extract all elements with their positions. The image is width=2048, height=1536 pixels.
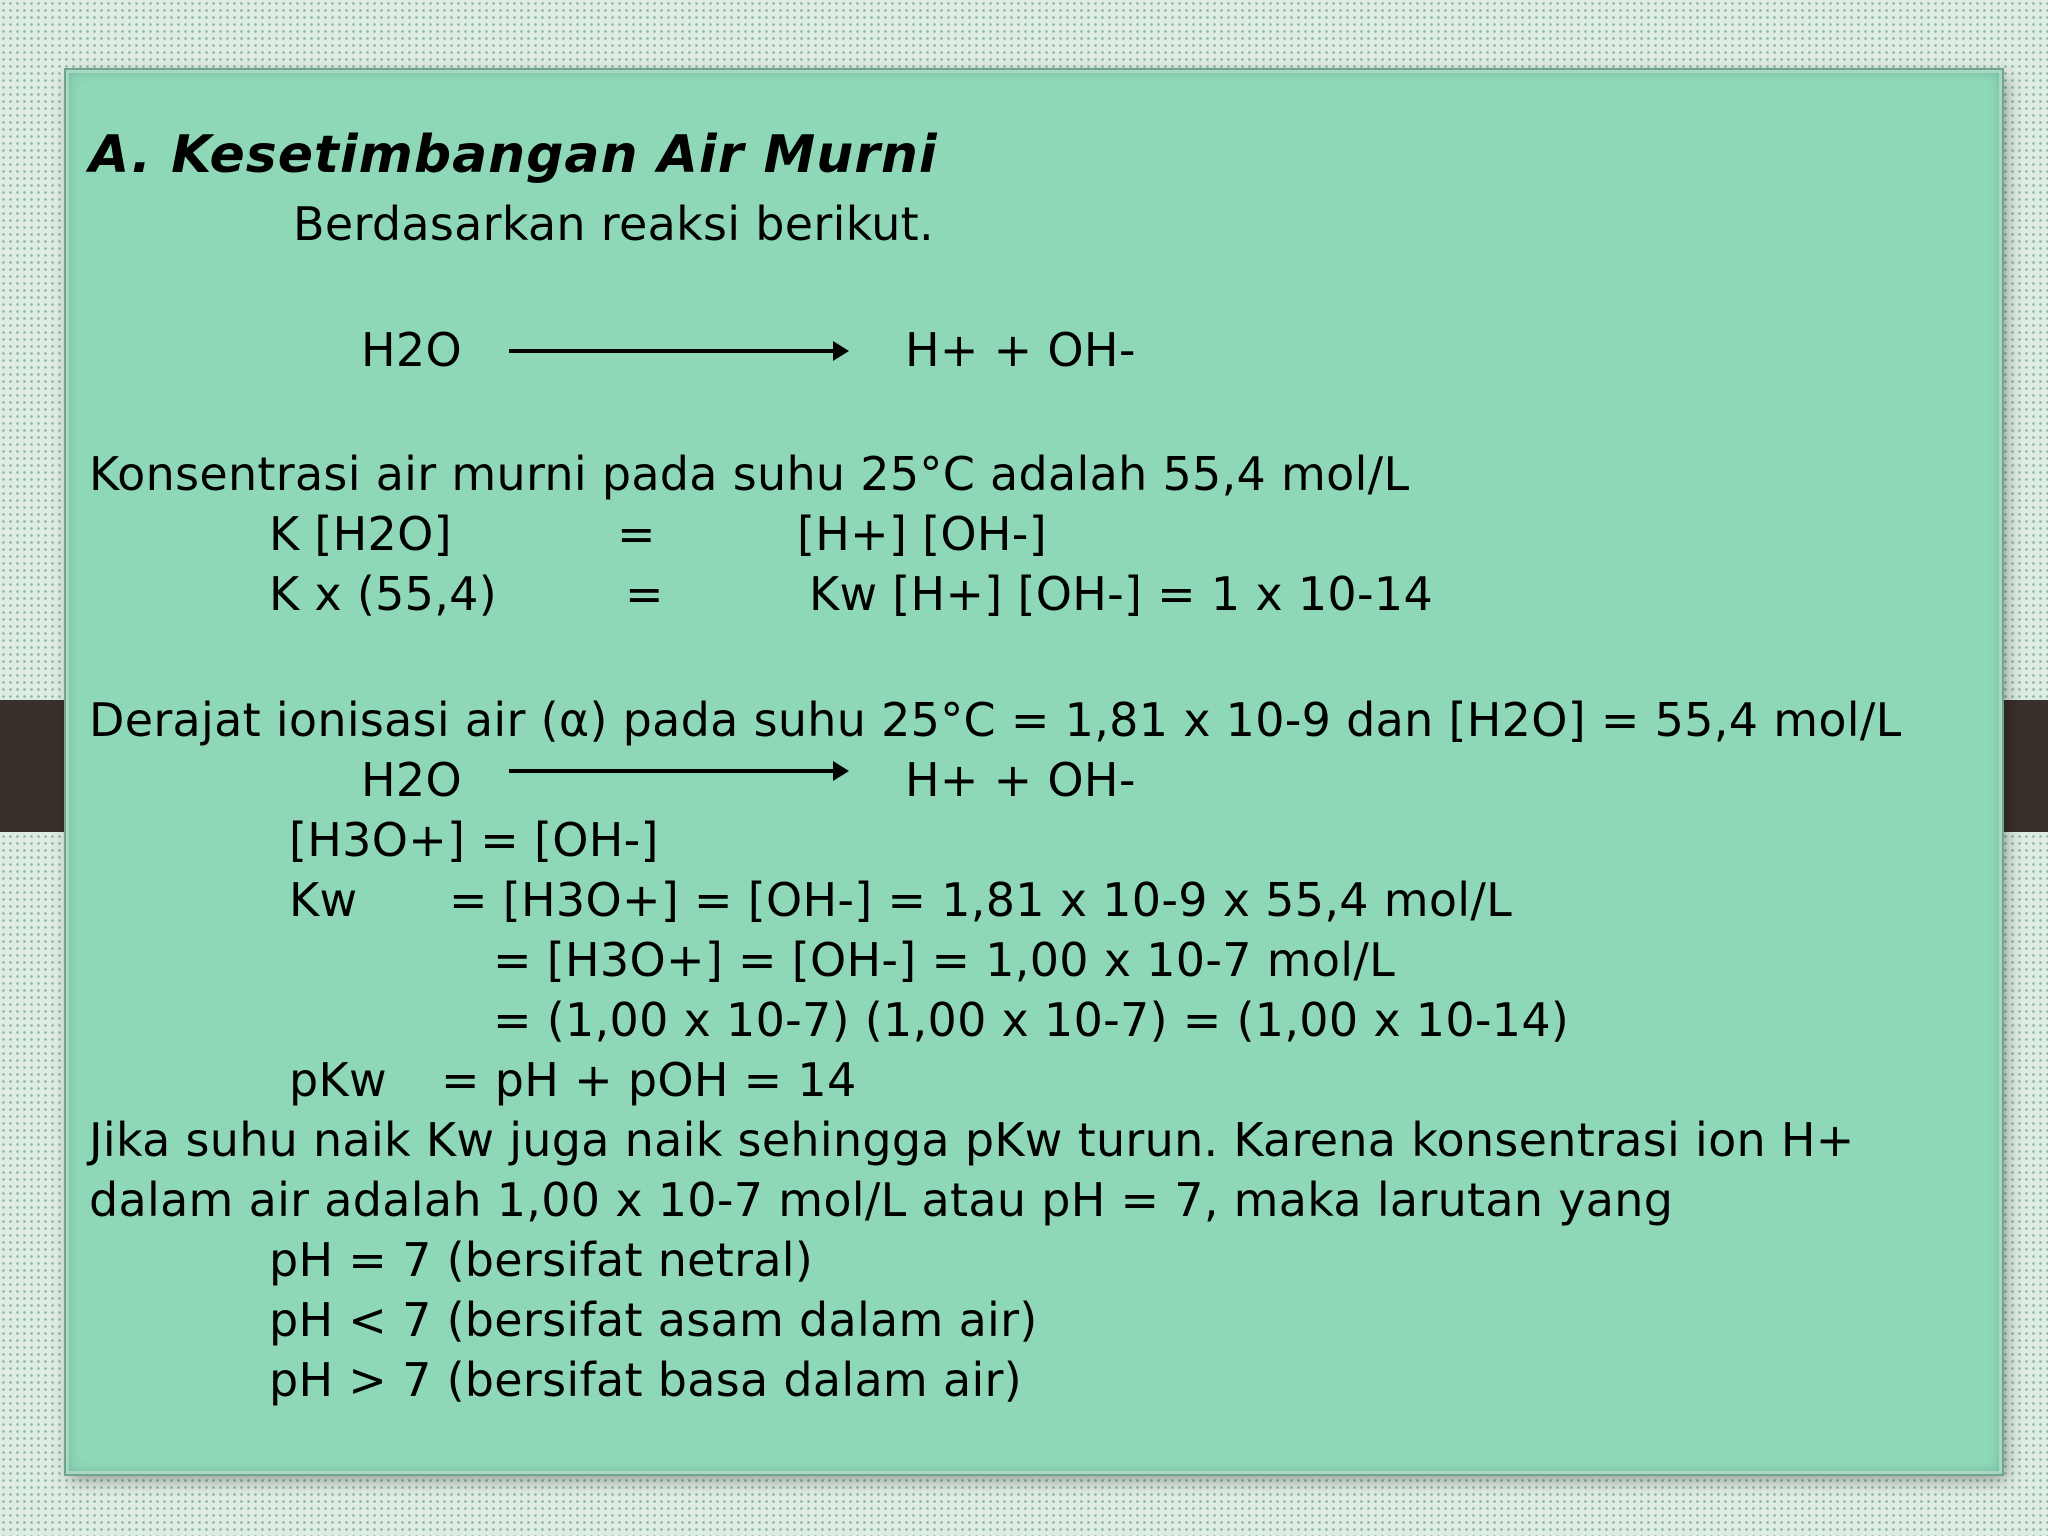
intro-text: Berdasarkan reaksi berikut. bbox=[293, 197, 934, 251]
jika-line-2: dalam air adalah 1,00 x 10-7 mol/L atau pH = 7, maka larutan yang bbox=[89, 1173, 1674, 1227]
reaction1-reactant: H2O bbox=[361, 323, 462, 377]
derajat-text: Derajat ionisasi air (α) pada suhu 25°C = 1,81 x 10-9 dan [H2O] = 55,4 mol/L bbox=[89, 693, 1902, 747]
slide-title: A. Kesetimbangan Air Murni bbox=[89, 125, 938, 185]
kw-line-3: = (1,00 x 10-7) (1,00 x 10-7) = (1,00 x 10-14) bbox=[493, 993, 1570, 1047]
ph-item-neutral: pH = 7 (bersifat netral) bbox=[269, 1233, 814, 1287]
eq2-right: Kw [H+] [OH-] = 1 x 10-14 bbox=[809, 567, 1434, 621]
eq1-equals: = bbox=[617, 507, 656, 561]
eq1-right: [H+] [OH-] bbox=[797, 507, 1047, 561]
kw-label: Kw bbox=[289, 873, 358, 927]
pkw-value: = pH + pOH = 14 bbox=[441, 1053, 857, 1107]
eq2-left: K x (55,4) bbox=[269, 567, 497, 621]
reaction1-arrow bbox=[509, 349, 845, 353]
kw-line-1: = [H3O+] = [OH-] = 1,81 x 10-9 x 55,4 mol/L bbox=[449, 873, 1513, 927]
jika-line-1: Jika suhu naik Kw juga naik sehingga pKw turun. Karena konsentrasi ion H+ bbox=[89, 1113, 1855, 1167]
eq2-equals: = bbox=[625, 567, 664, 621]
konsentrasi-text: Konsentrasi air murni pada suhu 25°C adalah 55,4 mol/L bbox=[89, 447, 1410, 501]
reaction1-products: H+ + OH- bbox=[905, 323, 1136, 377]
kw-line-2: = [H3O+] = [OH-] = 1,00 x 10-7 mol/L bbox=[493, 933, 1396, 987]
h3o-equation: [H3O+] = [OH-] bbox=[289, 813, 659, 867]
reaction2-products: H+ + OH- bbox=[905, 753, 1136, 807]
ph-item-base: pH > 7 (bersifat basa dalam air) bbox=[269, 1353, 1022, 1407]
slide-panel bbox=[66, 70, 2002, 1474]
reaction2-arrow bbox=[509, 769, 845, 773]
reaction2-reactant: H2O bbox=[361, 753, 462, 807]
ph-item-acid: pH < 7 (bersifat asam dalam air) bbox=[269, 1293, 1038, 1347]
eq1-left: K [H2O] bbox=[269, 507, 452, 561]
pkw-label: pKw bbox=[289, 1053, 387, 1107]
